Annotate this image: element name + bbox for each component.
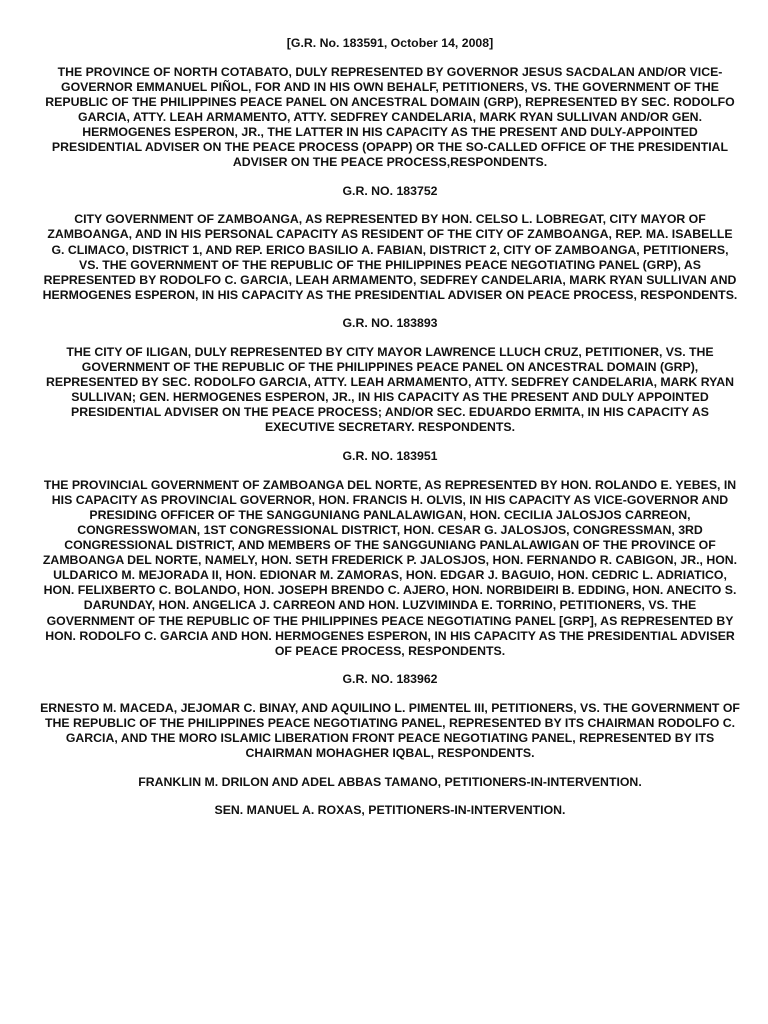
parties-paragraph-183962: ERNESTO M. MACEDA, JEJOMAR C. BINAY, AND AQUILINO L. PIMENTEL III, PETITIONERS, VS. THE GOVERNMENT OF THE REPUBLIC OF THE PHILIPPINES PEACE NEGOTIATING PANEL, REPRESENTED BY ITS CHAIRMAN RODOLFO C. GARCIA, AND THE MORO ISLAMIC LIBERATION FRONT PEACE NEGOTIATING PANEL, REPRESENTED BY ITS CHAIRMAN MOHAGHER IQBAL, RESPONDENTS.: [40, 700, 740, 761]
parties-paragraph-183591: THE PROVINCE OF NORTH COTABATO, DULY REPRESENTED BY GOVERNOR JESUS SACDALAN AND/OR VICE-GOVERNOR EMMANUEL PIÑOL, FOR AND IN HIS OWN BEHALF, PETITIONERS, VS. THE GOVERNMENT OF THE REPUBLIC OF THE PHILIPPINES PEACE PANEL ON ANCESTRAL DOMAIN (GRP), REPRESENTED BY SEC. RODOLFO GARCIA, ATTY. LEAH ARMAMENTO, ATTY. SEDFREY CANDELARIA, MARK RYAN SULLIVAN AND/OR GEN. HERMOGENES ESPERON, JR., THE LATTER IN HIS CAPACITY AS THE PRESENT AND DULY-APPOINTED PRESIDENTIAL ADVISER ON THE PEACE PROCESS (OPAPP) OR THE SO-CALLED OFFICE OF THE PRESIDENTIAL ADVISER ON THE PEACE PROCESS,RESPONDENTS.: [45, 64, 735, 170]
case-number-183951: G.R. NO. 183951: [342, 449, 438, 464]
case-number-183752: G.R. NO. 183752: [342, 183, 438, 198]
parties-paragraph-183951: THE PROVINCIAL GOVERNMENT OF ZAMBOANGA DEL NORTE, AS REPRESENTED BY HON. ROLANDO E. YEBES, IN HIS CAPACITY AS PROVINCIAL GOVERNOR, HON. FRANCIS H. OLVIS, IN HIS CAPACITY AS VICE-GOVERNOR AND PRESIDING OFFICER OF THE SANGGUNIANG PANLALAWIGAN, HON. CECILIA JALOSJOS CARREON, CONGRESSWOMAN, 1ST CONGRESSIONAL DISTRICT, HON. CESAR G. JALOSJOS, CONGRESSMAN, 3RD CONGRESSIONAL DISTRICT, AND MEMBERS OF THE SANGGUNIANG PANLALAWIGAN OF THE PROVINCE OF ZAMBOANGA DEL NORTE, NAMELY, HON. SETH FREDERICK P. JALOSJOS, HON. FERNANDO R. CABIGON, JR., HON. ULDARICO M. MEJORADA II, HON. EDIONAR M. ZAMORAS, HON. EDGAR J. BAGUIO, HON. CEDRIC L. ADRIATICO, HON. FELIXBERTO C. BOLANDO, HON. JOSEPH BRENDO C. AJERO, HON. NORBIDEIRI B. EDDING, HON. ANECITO S. DARUNDAY, HON. ANGELICA J. CARREON AND HON. LUZVIMINDA E. TORRINO, PETITIONERS, VS. THE GOVERNMENT OF THE REPUBLIC OF THE PHILIPPINES PEACE NEGOTIATING PANEL [GRP], AS REPRESENTED BY HON. RODOLFO C. GARCIA AND HON. HERMOGENES ESPERON, IN HIS CAPACITY AS THE PRESIDENTIAL ADVISER OF PEACE PROCESS, RESPONDENTS.: [42, 477, 738, 658]
case-header: [G.R. No. 183591, October 14, 2008]: [286, 36, 494, 50]
document-page: [40, 36, 740, 832]
parties-paragraph-183752: CITY GOVERNMENT OF ZAMBOANGA, AS REPRESENTED BY HON. CELSO L. LOBREGAT, CITY MAYOR OF ZAMBOANGA, AND IN HIS PERSONAL CAPACITY AS RESIDENT OF THE CITY OF ZAMBOANGA, REP. MA. ISABELLE G. CLIMACO, DISTRICT 1, AND REP. ERICO BASILIO A. FABIAN, DISTRICT 2, CITY OF ZAMBOANGA, PETITIONERS, VS. THE GOVERNMENT OF THE REPUBLIC OF THE PHILIPPINES PEACE NEGOTIATING PANEL (GRP), AS REPRESENTED BY RODOLFO C. GARCIA, LEAH ARMAMENTO, SEDFREY CANDELARIA, MARK RYAN SULLIVAN AND HERMOGENES ESPERON, IN HIS CAPACITY AS THE PRESIDENTIAL ADVISER ON PEACE PROCESS, RESPONDENTS.: [42, 212, 738, 302]
case-number-183962: G.R. NO. 183962: [342, 672, 438, 687]
intervenor-roxas: SEN. MANUEL A. ROXAS, PETITIONERS-IN-INTERVENTION.: [214, 803, 566, 818]
parties-paragraph-183893: THE CITY OF ILIGAN, DULY REPRESENTED BY CITY MAYOR LAWRENCE LLUCH CRUZ, PETITIONER, VS. THE GOVERNMENT OF THE REPUBLIC OF THE PHILIPPINES PEACE PANEL ON ANCESTRAL DOMAIN (GRP), REPRESENTED BY SEC. RODOLFO GARCIA, ATTY. LEAH ARMAMENTO, ATTY. SEDFREY CANDELARIA, MARK RYAN SULLIVAN; GEN. HERMOGENES ESPERON, JR., IN HIS CAPACITY AS THE PRESENT AND DULY APPOINTED PRESIDENTIAL ADVISER ON THE PEACE PROCESS; AND/OR SEC. EDUARDO ERMITA, IN HIS CAPACITY AS EXECUTIVE SECRETARY. RESPONDENTS.: [46, 345, 734, 435]
intervenors-drilon-tamano: FRANKLIN M. DRILON AND ADEL ABBAS TAMANO, PETITIONERS-IN-INTERVENTION.: [138, 774, 642, 789]
case-number-183893: G.R. NO. 183893: [342, 316, 438, 331]
